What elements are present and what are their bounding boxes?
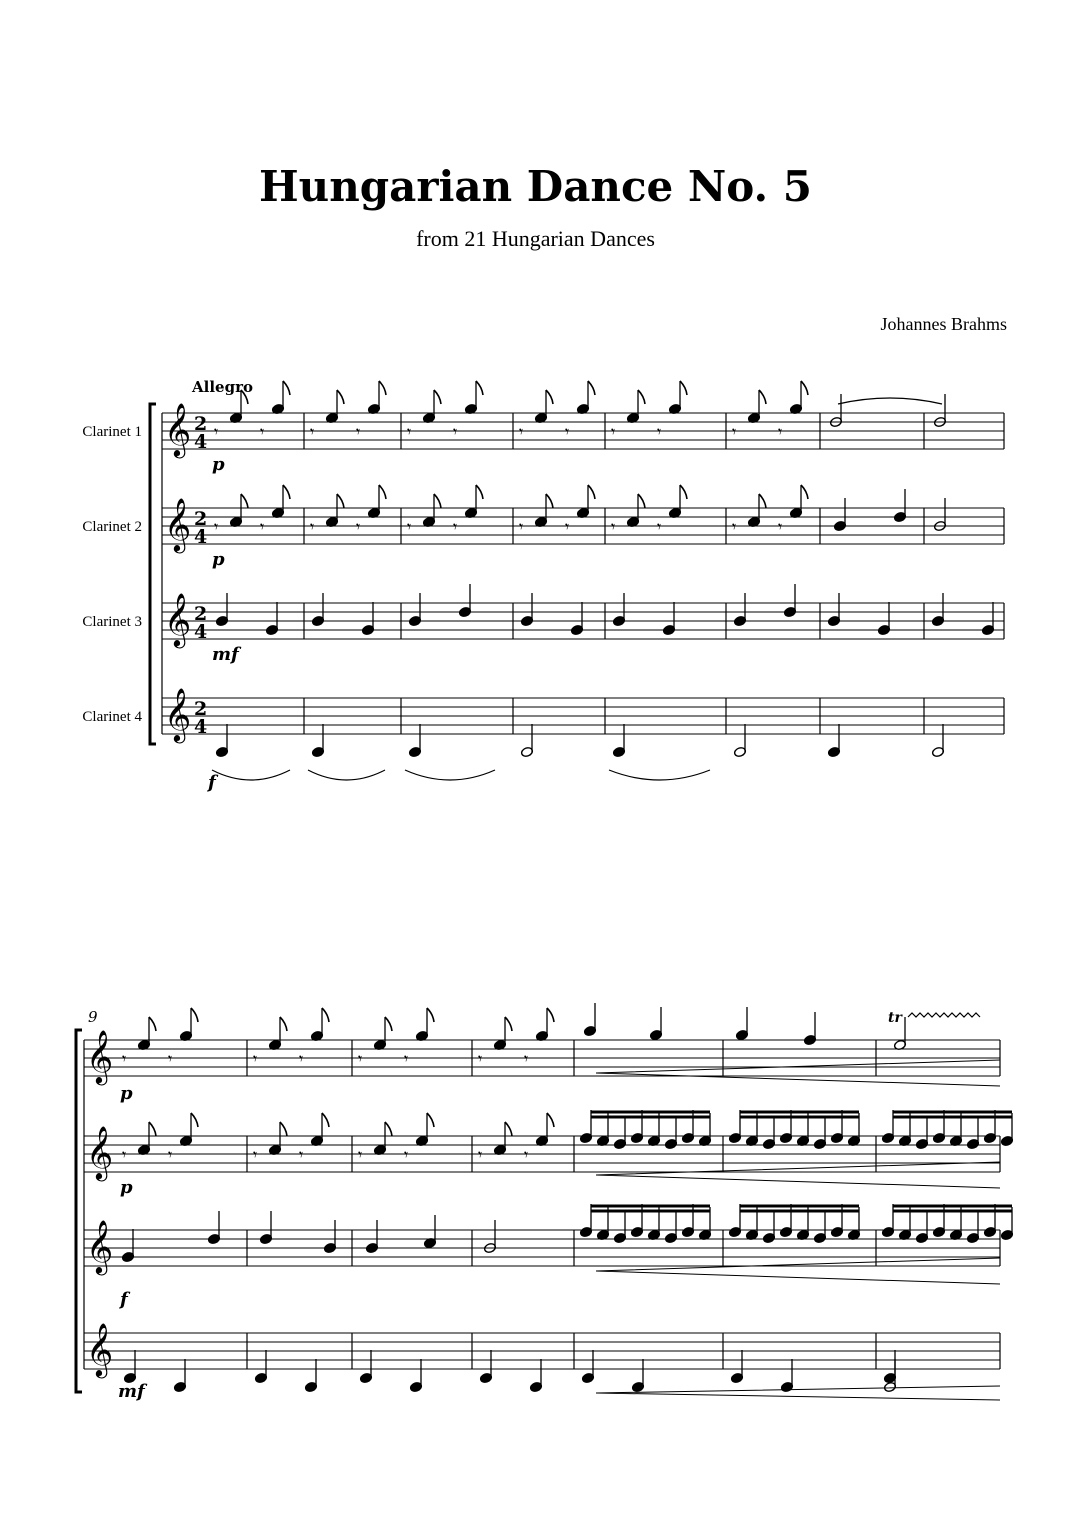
trill-line: [908, 1013, 980, 1017]
dynamic-marking: p: [120, 1083, 133, 1104]
eighth-rest-icon: 𝄾: [122, 1145, 127, 1164]
eighth-rest-icon: 𝄾: [565, 422, 570, 441]
treble-clef-icon: 𝄞: [164, 592, 192, 646]
note-flag: [476, 381, 483, 395]
eighth-rest-icon: 𝄾: [122, 1049, 127, 1068]
eighth-rest-icon: 𝄾: [657, 517, 662, 536]
eighth-rest-icon: 𝄾: [657, 422, 662, 441]
eighth-rest-icon: 𝄾: [778, 517, 783, 536]
note-flag: [427, 1008, 434, 1022]
treble-clef-icon: 𝄞: [86, 1322, 114, 1376]
eighth-rest-icon: 𝄾: [778, 422, 783, 441]
note-flag: [283, 381, 290, 395]
time-signature-numerator: 2: [194, 413, 208, 435]
note-flag: [547, 1113, 554, 1127]
note-flag: [546, 390, 553, 404]
eighth-rest-icon: 𝄾: [519, 422, 524, 441]
score-title: Hungarian Dance No. 5: [258, 162, 812, 211]
note-flag: [280, 1017, 287, 1031]
time-signature-numerator: 2: [194, 508, 208, 530]
dynamic-marking: f: [208, 772, 216, 793]
note-flag: [379, 485, 386, 499]
tempo-marking: Allegro: [192, 378, 253, 396]
eighth-rest-icon: 𝄾: [453, 422, 458, 441]
dynamic-marking: mf: [118, 1381, 145, 1402]
note-flag: [801, 485, 808, 499]
dynamic-marking: f: [120, 1289, 128, 1310]
note-flag: [385, 1017, 392, 1031]
eighth-rest-icon: 𝄾: [478, 1145, 483, 1164]
note-flag: [505, 1122, 512, 1136]
eighth-rest-icon: 𝄾: [732, 422, 737, 441]
eighth-rest-icon: 𝄾: [168, 1049, 173, 1068]
eighth-rest-icon: 𝄾: [214, 517, 219, 536]
slur: [405, 770, 495, 780]
eighth-rest-icon: 𝄾: [299, 1145, 304, 1164]
staff-clarinet-2-system-2: [84, 1125, 1000, 1181]
treble-clef-icon: 𝄞: [164, 497, 192, 551]
note-flag: [505, 1017, 512, 1031]
staff-clarinet-4-system-2: [84, 1322, 1000, 1378]
dynamic-marking: mf: [212, 644, 239, 665]
system-bracket: [150, 404, 156, 744]
eighth-rest-icon: 𝄾: [611, 517, 616, 536]
eighth-rest-icon: 𝄾: [524, 1049, 529, 1068]
note-flag: [547, 1008, 554, 1022]
treble-clef-icon: 𝄞: [86, 1029, 114, 1083]
eighth-rest-icon: 𝄾: [310, 422, 315, 441]
note-flag: [283, 485, 290, 499]
note-flag: [427, 1113, 434, 1127]
note-flag: [191, 1008, 198, 1022]
score-subtitle: from 21 Hungarian Dances: [416, 226, 655, 251]
eighth-rest-icon: 𝄾: [611, 422, 616, 441]
note-flag: [638, 494, 645, 508]
staff-clarinet-3: [162, 592, 1004, 648]
crescendo-hairpin: [596, 1060, 1000, 1086]
note-flag: [476, 485, 483, 499]
note-flag: [149, 1122, 156, 1136]
system-bracket: [76, 1030, 82, 1392]
note-flag: [588, 381, 595, 395]
dynamic-marking: p: [212, 549, 225, 570]
note-flag: [191, 1113, 198, 1127]
slur: [212, 770, 290, 780]
eighth-rest-icon: 𝄾: [168, 1145, 173, 1164]
eighth-rest-icon: 𝄾: [407, 517, 412, 536]
slur: [609, 770, 710, 780]
eighth-rest-icon: 𝄾: [260, 517, 265, 536]
note-flag: [280, 1122, 287, 1136]
instrument-label: Clarinet 1: [82, 424, 142, 440]
staff-clarinet-3-system-2: [84, 1219, 1000, 1275]
note-flag: [379, 381, 386, 395]
tie: [838, 398, 942, 404]
time-signature-numerator: 2: [194, 698, 208, 720]
note-flag: [759, 390, 766, 404]
eighth-rest-icon: 𝄾: [260, 422, 265, 441]
eighth-rest-icon: 𝄾: [407, 422, 412, 441]
note-flag: [759, 494, 766, 508]
treble-clef-icon: 𝄞: [164, 687, 192, 741]
note-flag: [638, 390, 645, 404]
staff-clarinet-4: [162, 687, 1004, 743]
note-flag: [546, 494, 553, 508]
time-signature-denominator: 4: [194, 621, 208, 643]
eighth-rest-icon: 𝄾: [732, 517, 737, 536]
dynamic-marking: p: [120, 1177, 133, 1198]
eighth-rest-icon: 𝄾: [478, 1049, 483, 1068]
treble-clef-icon: 𝄞: [164, 402, 192, 456]
eighth-rest-icon: 𝄾: [253, 1049, 258, 1068]
note-flag: [588, 485, 595, 499]
note-flag: [149, 1017, 156, 1031]
crescendo-hairpin: [596, 1258, 1000, 1284]
time-signature-denominator: 4: [194, 431, 208, 453]
note-flag: [385, 1122, 392, 1136]
treble-clef-icon: 𝄞: [86, 1219, 114, 1273]
note-flag: [337, 494, 344, 508]
crescendo-hairpin: [596, 1386, 1000, 1400]
eighth-rest-icon: 𝄾: [524, 1145, 529, 1164]
time-signature-denominator: 4: [194, 716, 208, 738]
eighth-rest-icon: 𝄾: [565, 517, 570, 536]
composer-name: Johannes Brahms: [880, 314, 1007, 334]
eighth-rest-icon: 𝄾: [519, 517, 524, 536]
note-flag: [680, 381, 687, 395]
eighth-rest-icon: 𝄾: [299, 1049, 304, 1068]
eighth-rest-icon: 𝄾: [253, 1145, 258, 1164]
staff-clarinet-2: [162, 497, 1004, 553]
eighth-rest-icon: 𝄾: [356, 422, 361, 441]
crescendo-hairpin: [596, 1162, 1000, 1188]
note-flag: [801, 381, 808, 395]
time-signature-numerator: 2: [194, 603, 208, 625]
slur: [308, 770, 385, 780]
trill-marking: tr: [888, 1010, 902, 1026]
note-flag: [322, 1008, 329, 1022]
note-flag: [322, 1113, 329, 1127]
eighth-rest-icon: 𝄾: [358, 1049, 363, 1068]
instrument-label: Clarinet 3: [82, 614, 142, 630]
note-flag: [434, 390, 441, 404]
treble-clef-icon: 𝄞: [86, 1125, 114, 1179]
eighth-rest-icon: 𝄾: [358, 1145, 363, 1164]
instrument-label: Clarinet 2: [82, 519, 142, 535]
note-flag: [434, 494, 441, 508]
note-flag: [680, 485, 687, 499]
eighth-rest-icon: 𝄾: [310, 517, 315, 536]
measure-number: 9: [88, 1008, 98, 1026]
eighth-rest-icon: 𝄾: [214, 422, 219, 441]
dynamic-marking: p: [212, 454, 225, 475]
eighth-rest-icon: 𝄾: [404, 1049, 409, 1068]
note-flag: [241, 494, 248, 508]
note-flag: [337, 390, 344, 404]
eighth-rest-icon: 𝄾: [404, 1145, 409, 1164]
eighth-rest-icon: 𝄾: [453, 517, 458, 536]
time-signature-denominator: 4: [194, 526, 208, 548]
eighth-rest-icon: 𝄾: [356, 517, 361, 536]
instrument-label: Clarinet 4: [82, 709, 142, 725]
